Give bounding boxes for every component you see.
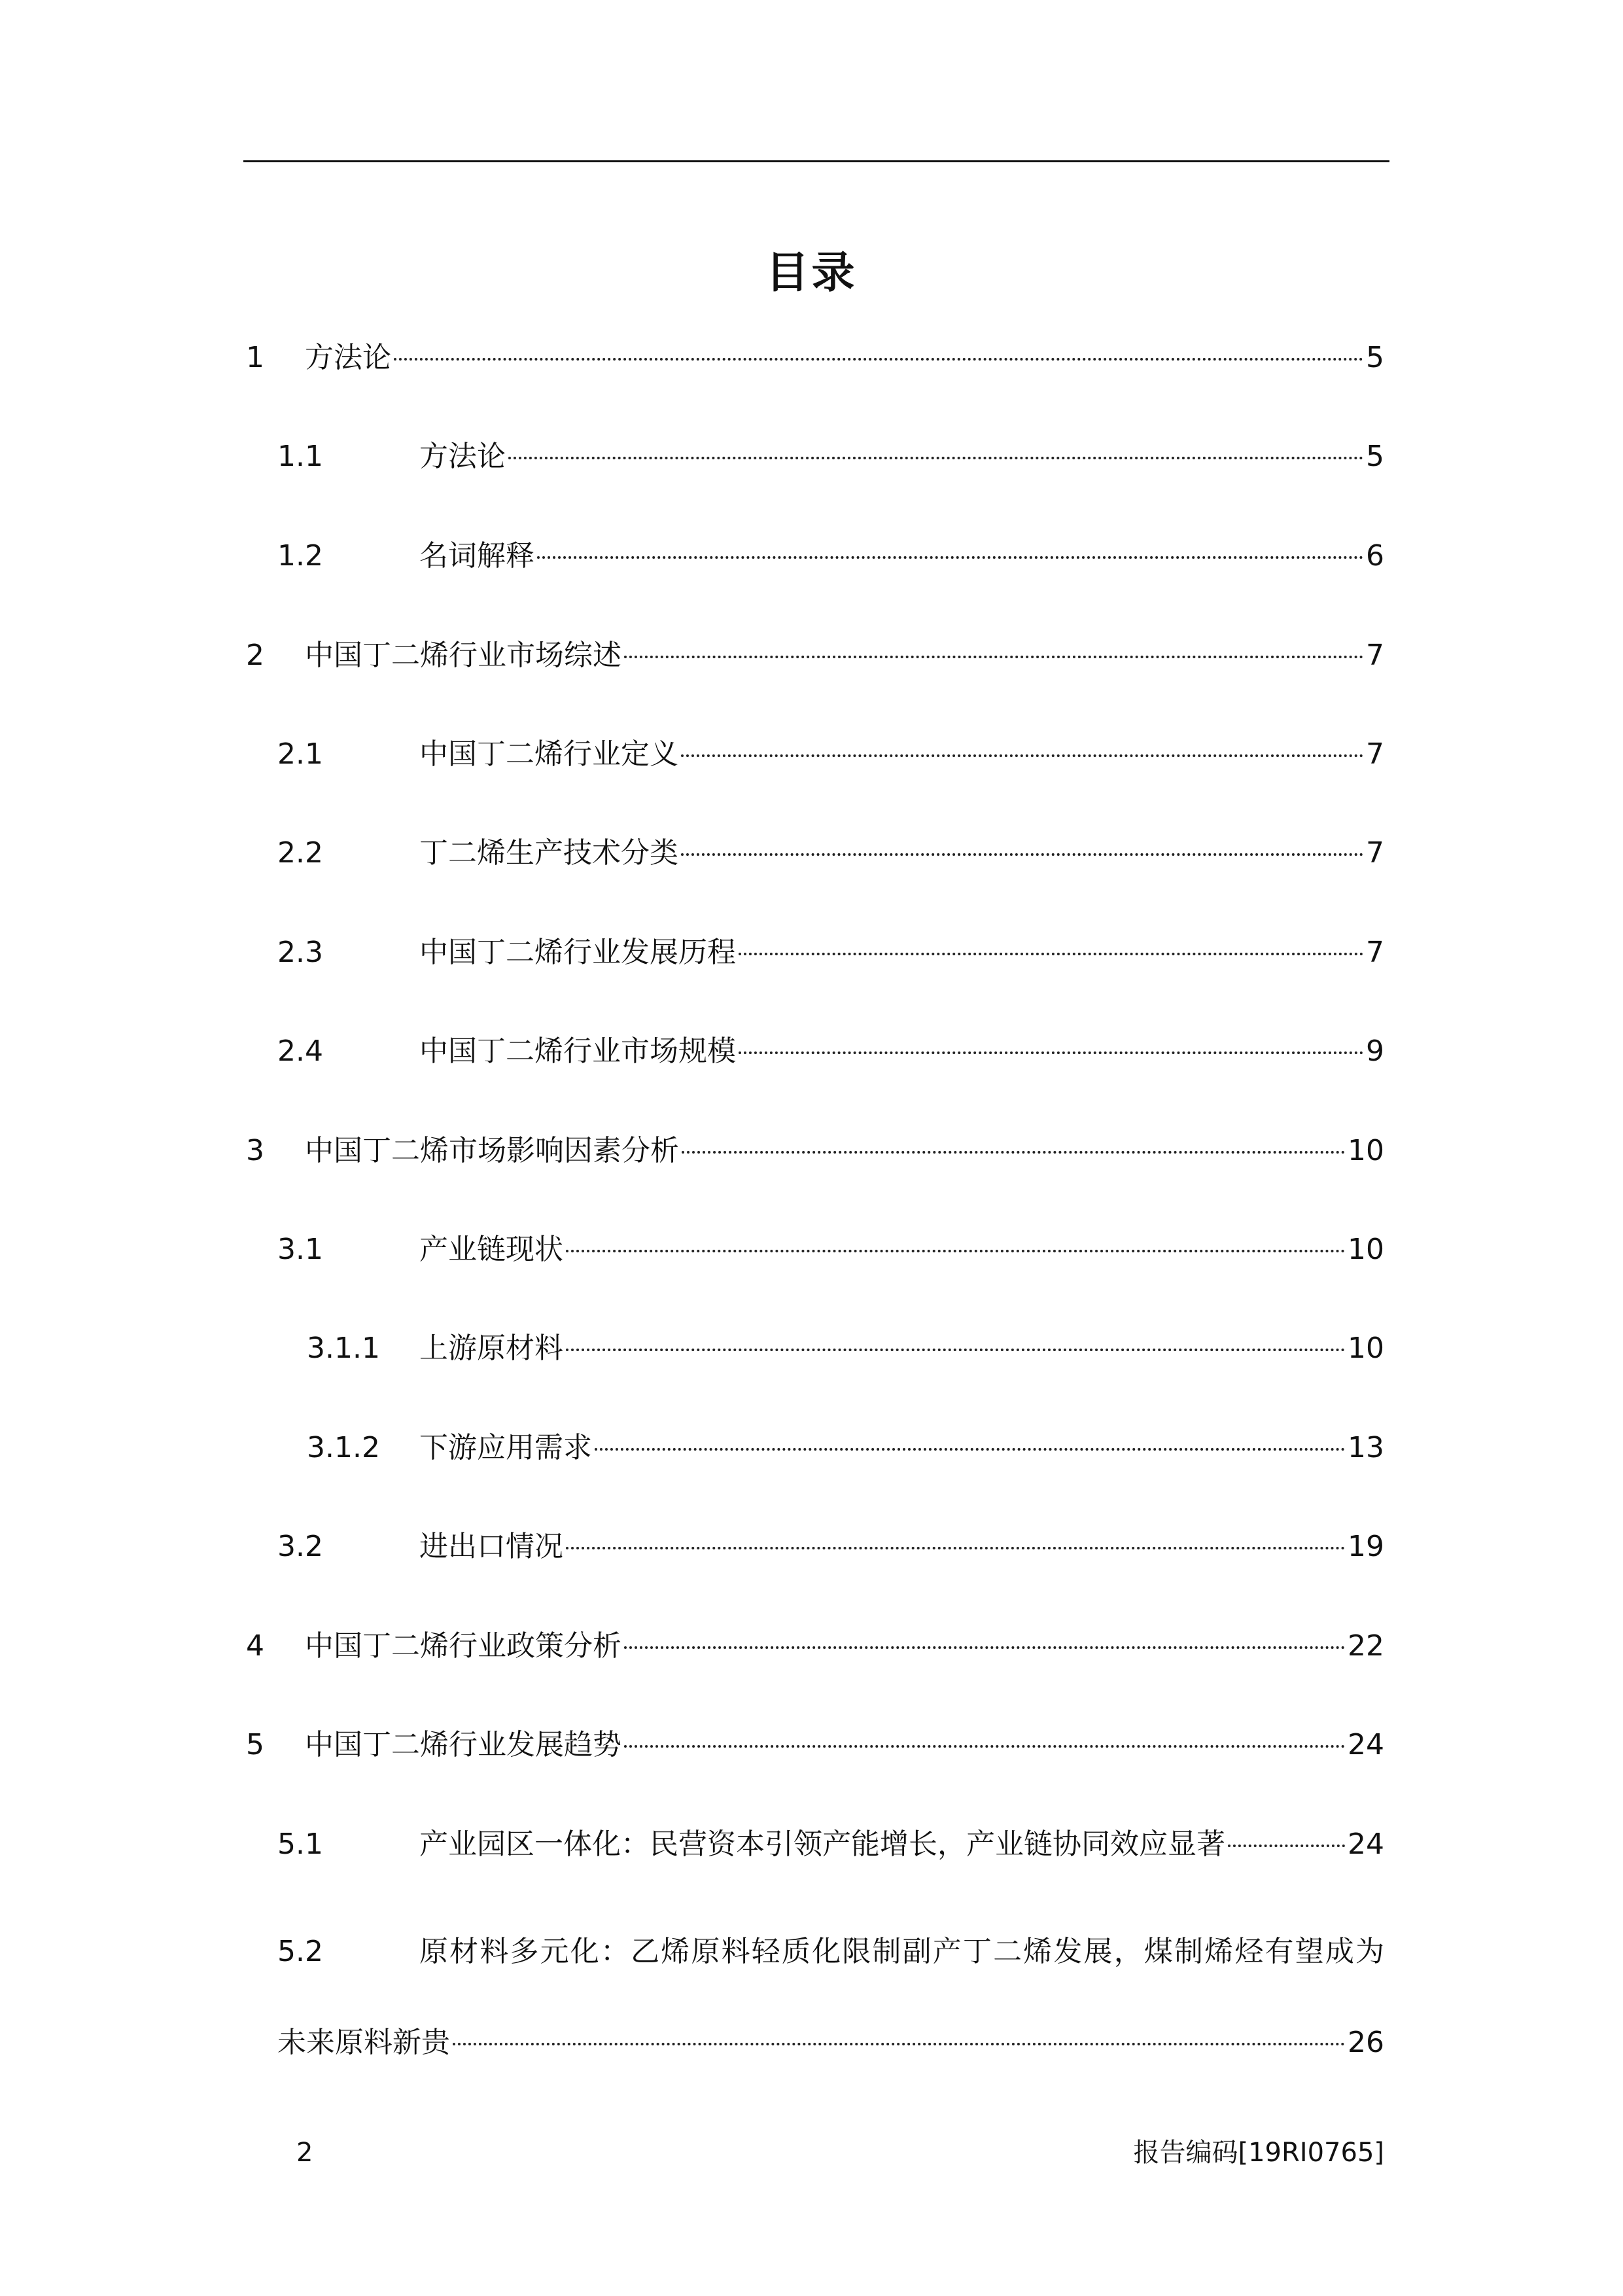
toc-title: 丁二烯生产技术分类 [419, 836, 678, 870]
dot-leader [566, 1547, 1345, 1549]
toc-page-number: 5 [1366, 440, 1384, 473]
toc-title: 产业园区一体化：民营资本引领产能增长，产业链协同效应显著 [419, 1828, 1225, 1861]
toc-page-number: 7 [1366, 737, 1384, 771]
toc-row [419, 436, 1384, 478]
footer-report-code: 报告编码[19RI0765] [1133, 2138, 1384, 2168]
toc-page-number: 19 [1348, 1530, 1384, 1563]
toc-entry[interactable] [246, 1130, 1384, 1172]
dot-leader [739, 953, 1363, 955]
dot-leader [566, 1250, 1345, 1252]
toc-title: 进出口情况 [419, 1530, 563, 1563]
toc-number: 2.4 [277, 1034, 323, 1068]
footer-page-number: 2 [296, 2138, 313, 2168]
toc-title: 上游原材料 [419, 1332, 563, 1365]
toc-row [419, 1031, 1384, 1072]
toc-row [305, 1724, 1384, 1766]
dot-leader [682, 1151, 1345, 1154]
toc-row [419, 733, 1384, 775]
toc-number: 1 [246, 341, 264, 374]
toc-title: 中国丁二烯行业发展历程 [419, 936, 736, 969]
toc-title: 名词解释 [419, 539, 534, 573]
toc-number: 2 [246, 639, 264, 672]
toc-page-number: 9 [1366, 1034, 1384, 1068]
toc-row [419, 932, 1384, 974]
toc-row [305, 1130, 1384, 1172]
toc-number: 4 [246, 1629, 264, 1663]
toc-entry[interactable] [246, 1427, 1384, 1469]
toc-entry[interactable] [246, 1824, 1384, 1865]
toc-title: 中国丁二烯行业定义 [419, 737, 678, 771]
toc-number: 5.2 [277, 1935, 323, 1968]
dot-leader [624, 1646, 1345, 1649]
toc-row [305, 635, 1384, 677]
toc-title: 中国丁二烯行业市场综述 [305, 639, 621, 672]
dot-leader [537, 556, 1363, 559]
toc-title: 中国丁二烯行业政策分析 [305, 1629, 621, 1663]
toc-entry[interactable] [246, 733, 1384, 775]
toc-page-number: 13 [1348, 1431, 1384, 1464]
toc-entry[interactable] [246, 635, 1384, 677]
toc-page-number: 26 [1348, 2026, 1384, 2059]
toc-row [419, 535, 1384, 577]
toc-row [419, 1427, 1384, 1469]
toc-number: 3.1.2 [307, 1431, 380, 1464]
toc-title: 中国丁二烯行业市场规模 [419, 1034, 736, 1068]
toc-entry[interactable] [246, 832, 1384, 874]
dot-leader [681, 853, 1363, 856]
toc-title: 产业链现状 [419, 1233, 563, 1266]
toc-number: 3 [246, 1134, 264, 1167]
toc-row [277, 2022, 1384, 2064]
toc-number: 2.1 [277, 737, 323, 771]
dot-leader [508, 457, 1363, 459]
toc-number: 2.3 [277, 936, 323, 969]
toc-number: 3.1 [277, 1233, 323, 1266]
dot-leader [624, 656, 1363, 658]
dot-leader [739, 1051, 1363, 1054]
toc-entry-continuation[interactable] [246, 2022, 1384, 2064]
toc-row [419, 832, 1384, 874]
dot-leader [566, 1349, 1345, 1351]
toc-page-number: 5 [1366, 341, 1384, 374]
dot-leader [394, 358, 1363, 361]
page-title: 目录 [765, 247, 858, 298]
dot-leader [681, 754, 1363, 757]
dot-leader [1228, 1845, 1345, 1847]
toc-number: 2.2 [277, 836, 323, 870]
toc-title: 方法论 [419, 440, 506, 473]
toc-number: 1.1 [277, 440, 323, 473]
toc-number: 3.2 [277, 1530, 323, 1563]
toc-entry[interactable] [246, 535, 1384, 577]
toc-page-number: 7 [1366, 936, 1384, 969]
toc-entry[interactable] [246, 1031, 1384, 1072]
toc-number: 5.1 [277, 1828, 323, 1861]
toc-title-line1: 原材料多元化：乙烯原料轻质化限制副产丁二烯发展，煤制烯烃有望成为 [419, 1935, 1384, 1968]
toc-entry[interactable] [246, 1328, 1384, 1369]
toc-page-number: 10 [1348, 1332, 1384, 1365]
toc-page-number: 6 [1366, 539, 1384, 573]
toc-row [419, 1328, 1384, 1369]
dot-leader [453, 2043, 1345, 2045]
toc-entry[interactable] [246, 436, 1384, 478]
toc-row [419, 1526, 1384, 1568]
toc-title: 中国丁二烯市场影响因素分析 [305, 1134, 679, 1167]
toc-number: 5 [246, 1728, 264, 1761]
toc-page-number: 10 [1348, 1233, 1384, 1266]
toc-row [305, 337, 1384, 379]
toc-title-line2: 未来原料新贵 [277, 2026, 450, 2059]
toc-number: 3.1.1 [307, 1332, 380, 1365]
toc-entry[interactable] [246, 1625, 1384, 1667]
toc-number: 1.2 [277, 539, 323, 573]
toc-entry[interactable] [246, 932, 1384, 974]
dot-leader [624, 1745, 1345, 1748]
header-rule [243, 160, 1389, 162]
toc-row [305, 1625, 1384, 1667]
toc-entry[interactable] [246, 1229, 1384, 1271]
toc-title: 方法论 [305, 341, 391, 374]
toc-entry[interactable] [246, 1526, 1384, 1568]
toc-page-number: 24 [1348, 1828, 1384, 1861]
toc-page-number: 7 [1366, 639, 1384, 672]
toc-page-number: 22 [1348, 1629, 1384, 1663]
dot-leader [595, 1448, 1345, 1451]
toc-page-number: 24 [1348, 1728, 1384, 1761]
toc-page-number: 10 [1348, 1134, 1384, 1167]
toc-title: 下游应用需求 [419, 1431, 592, 1464]
toc-title: 中国丁二烯行业发展趋势 [305, 1728, 621, 1761]
toc-page-number: 7 [1366, 836, 1384, 870]
toc-entry[interactable] [246, 337, 1384, 379]
toc-entry[interactable] [246, 1724, 1384, 1766]
toc-row [419, 1229, 1384, 1271]
toc-row [419, 1824, 1384, 1865]
